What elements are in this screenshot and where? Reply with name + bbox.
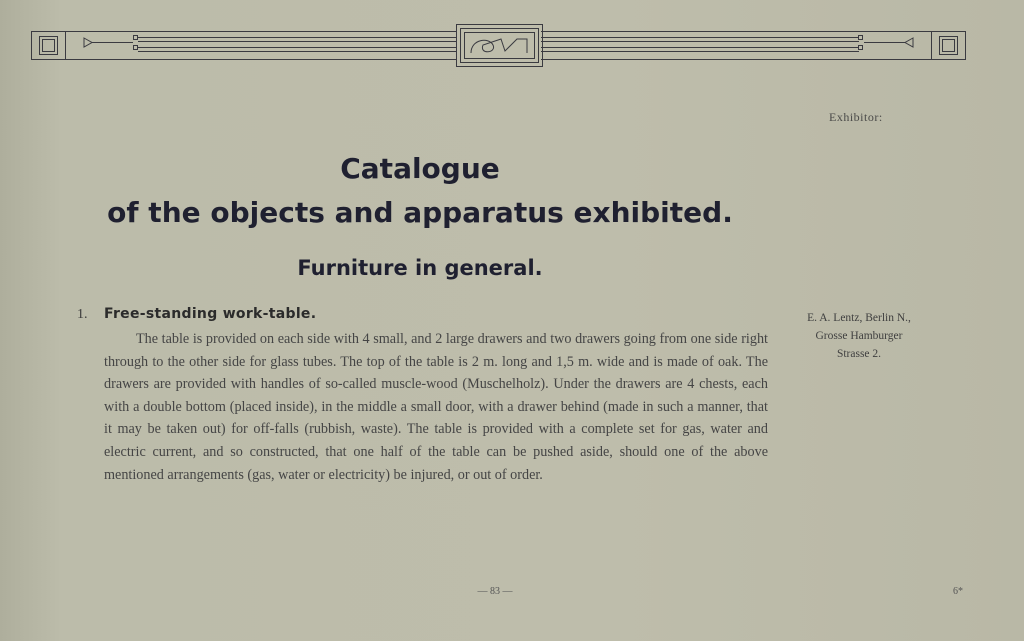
item-title: Free-standing work-table. bbox=[104, 306, 317, 322]
catalogue-subtitle: of the objects and apparatus exhibited. bbox=[107, 196, 733, 229]
left-arrow-icon bbox=[84, 38, 92, 47]
center-cartouche bbox=[457, 25, 543, 67]
section-heading: Furniture in general. bbox=[297, 256, 543, 280]
right-square-box bbox=[932, 32, 966, 60]
item-description: The table is provided on each side with 4 small, and 2 large drawers and two drawers going from one side right through to the other side for glass tubes. The top of the table is 2 m. long and 1,5 m. wide and is made of oak. The drawers are provided with handles of so-called muscle-wood (Muschelholz). Under the drawers are 4 chests, each with a double bottom (placed inside), in the middle a small door, with a drawer behind (made in such a manner, that it may be taken out) for off-falls (rubbish, waste). The table is provided with a complete set for gas, water and electric current, and so constructed, that one half of the table can be pushed aside, should one of the above mentioned arrangements (gas, water or electricity) be injured, or out of order. bbox=[104, 331, 768, 483]
exhibitor-address bbox=[780, 309, 938, 363]
ornament-frame bbox=[31, 23, 966, 68]
ornamental-header-band bbox=[31, 23, 966, 68]
exhibitor-number-line: Strasse 2. bbox=[836, 348, 882, 360]
catalogue-title: Catalogue bbox=[340, 152, 500, 185]
monogram-icon bbox=[471, 39, 527, 53]
page-number: — 83 — bbox=[477, 586, 513, 597]
left-square-box bbox=[32, 32, 66, 60]
exhibitor-street-line: Grosse Hamburger bbox=[815, 330, 903, 342]
exhibitor-name-line: E. A. Lentz, Berlin N., bbox=[807, 312, 911, 324]
right-arrow-icon bbox=[905, 38, 913, 47]
sheet-mark: 6* bbox=[953, 586, 963, 597]
exhibitor-column-label: Exhibitor: bbox=[829, 110, 883, 124]
item-number: 1. bbox=[77, 307, 88, 322]
